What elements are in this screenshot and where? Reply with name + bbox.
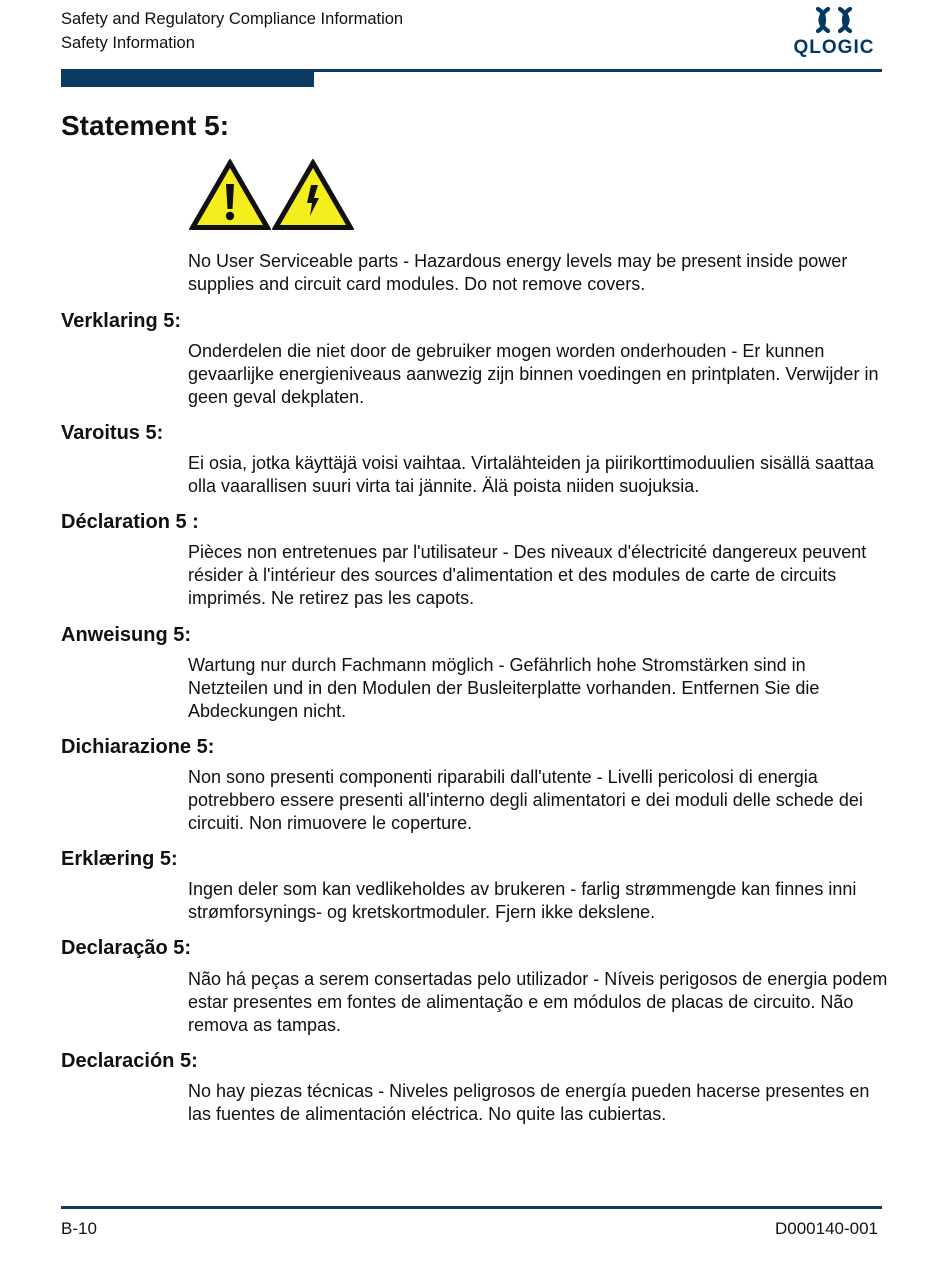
qlogic-logo (788, 6, 880, 62)
translation-heading: Anweisung 5: (61, 624, 192, 646)
translation-text: Não há peças a serem consertadas pelo utilizador - Níveis perigosos de energia podem estar presentes em fontes de alimentação e em módulos de placas de circuito. Não remova as tampas. (188, 969, 888, 1035)
translation-text: Ei osia, jotka käyttäjä voisi vaihtaa. Virtalähteiden ja piirikorttimoduulien sisällä saattaa olla vaarallisen suuri virta tai jännite. Älä poista niiden suojuksia. (188, 453, 875, 496)
translation-text: Ingen deler som kan vedlikeholdes av brukeren - farlig strømmengde kan finnes inni strømforsynings- og kretskortmoduler. Fjern ikke dekslene. (188, 879, 857, 922)
translation-heading: Déclaration 5 : (61, 511, 199, 533)
page-number: B-10 (61, 1219, 97, 1238)
footer-rule (61, 1206, 882, 1209)
header-subtitle: Safety Information (61, 34, 195, 52)
qlogic-logo-icon (788, 6, 880, 36)
header-rule-accent (61, 69, 314, 87)
translation-heading: Varoitus 5: (61, 422, 164, 444)
statement-text: No User Serviceable parts - Hazardous energy levels may be present inside power supplies and circuit card modules. Do not remove covers. (188, 251, 848, 294)
translation-text: No hay piezas técnicas - Niveles peligrosos de energía pueden hacerse presentes en las fuentes de alimentación eléctrica. No quite las cubiertas. (188, 1081, 870, 1124)
translation-heading: Dichiarazione 5: (61, 736, 215, 758)
warning-exclamation-icon (190, 160, 270, 229)
translation-text: Non sono presenti componenti riparabili dall'utente - Livelli pericolosi di energia potrebbero essere presenti all'interno degli alimentatori e dei moduli delle schede dei circuiti. Non rimuovere le coperture. (188, 767, 863, 833)
electrical-hazard-icon (273, 160, 353, 229)
translation-heading: Verklaring 5: (61, 310, 182, 332)
header-title: Safety and Regulatory Compliance Information (61, 10, 404, 28)
translation-heading: Declaración 5: (61, 1050, 198, 1072)
translation-text: Onderdelen die niet door de gebruiker mogen worden onderhouden - Er kunnen gevaarlijke energieniveaus aanwezig zijn binnen voedingen en printplaten. Verwijder in geen geval dekplaten. (188, 341, 879, 407)
logo-wordmark: QLOGIC (793, 37, 875, 58)
translation-heading: Declaração 5: (61, 937, 192, 959)
translation-heading: Erklæring 5: (61, 848, 178, 870)
document-number: D000140-001 (774, 1219, 878, 1238)
translation-text: Wartung nur durch Fachmann möglich - Gefährlich hohe Stromstärken sind in Netzteilen und in den Modulen der Busleiterplatte vorhanden. Entfernen Sie die Abdeckungen nicht. (188, 655, 820, 721)
translation-text: Pièces non entretenues par l'utilisateur - Des niveaux d'électricité dangereux peuvent résider à l'intérieur des sources d'alimentation et des modules de carte de circuits imprimés. Ne retirez pas les capots. (188, 542, 867, 608)
statement-title: Statement 5: (61, 110, 230, 141)
hazard-icons (188, 158, 356, 232)
